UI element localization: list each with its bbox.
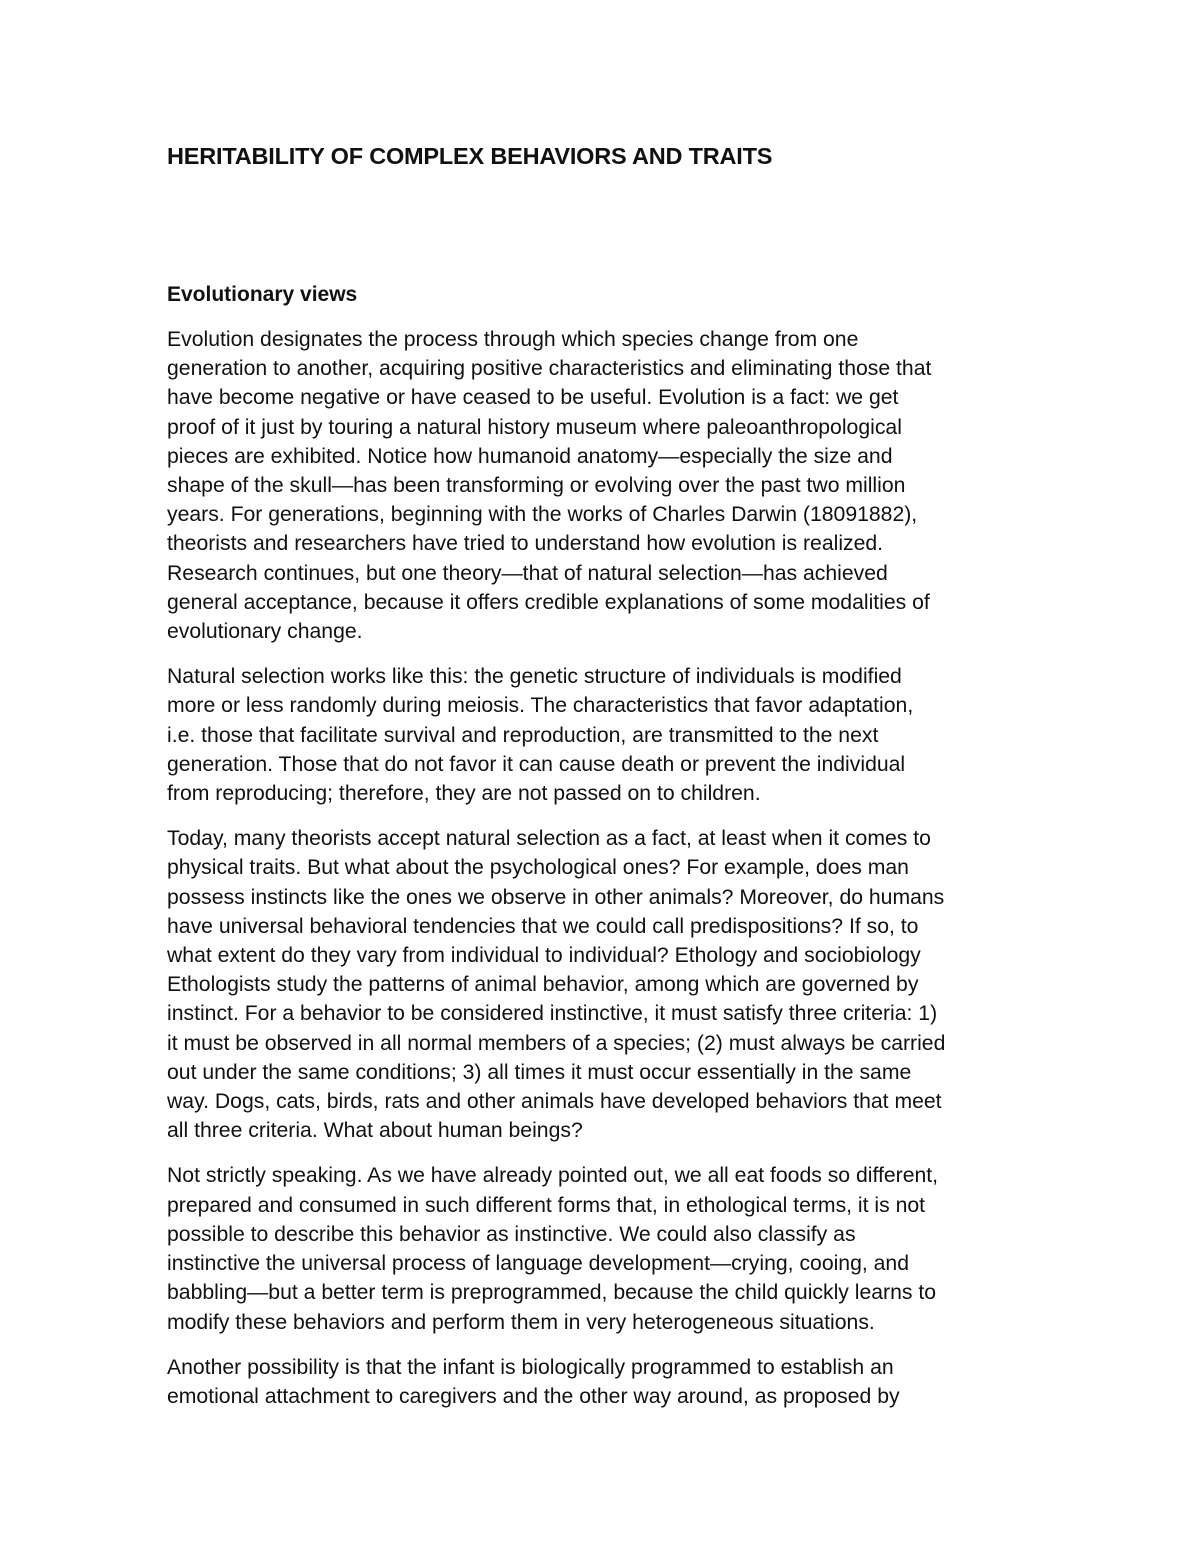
paragraph-line: emotional attachment to caregivers and the other way around, as proposed by xyxy=(167,1384,900,1408)
document-title: HERITABILITY OF COMPLEX BEHAVIORS AND TRAITS xyxy=(167,143,773,169)
paragraph xyxy=(167,1353,1047,1411)
paragraph-line: Research continues, but one theory—that of natural selection—has achieved xyxy=(167,561,888,585)
paragraph-line: proof of it just by touring a natural history museum where paleoanthropological xyxy=(167,415,902,439)
paragraph-line: generation to another, acquiring positive characteristics and eliminating those that xyxy=(167,357,932,381)
paragraph-line: Evolution designates the process through which species change from one xyxy=(167,328,859,351)
paragraph-line: theorists and researchers have tried to understand how evolution is realized. xyxy=(167,532,884,556)
paragraph xyxy=(167,1161,1047,1336)
paragraph-line: all three criteria. What about human beings? xyxy=(167,1119,583,1143)
paragraph-line: shape of the skull—has been transforming or evolving over the past two million xyxy=(167,474,906,498)
paragraph-line: instinct. For a behavior to be considered instinctive, it must satisfy three criteria: 1) xyxy=(167,1002,938,1026)
paragraph xyxy=(167,824,1047,1145)
paragraph-line: i.e. those that facilitate survival and reproduction, are transmitted to the next xyxy=(167,723,879,747)
paragraph-line: possess instincts like the ones we observe in other animals? Moreover, do humans xyxy=(167,885,945,909)
paragraph-line: have universal behavioral tendencies that we could call predispositions? If so, to xyxy=(167,914,919,938)
paragraph-line: Natural selection works like this: the genetic structure of individuals is modified xyxy=(167,665,902,689)
paragraph xyxy=(167,325,1047,646)
paragraph-line: generation. Those that do not favor it can cause death or prevent the individual xyxy=(167,752,906,776)
paragraph-line: out under the same conditions; 3) all times it must occur essentially in the same xyxy=(167,1060,912,1084)
paragraph-line: it must be observed in all normal members of a species; (2) must always be carried xyxy=(167,1031,946,1055)
paragraph-line: Ethologists study the patterns of animal behavior, among which are governed by xyxy=(167,973,919,997)
paragraph-line: modify these behaviors and perform them in very heterogeneous situations. xyxy=(167,1310,875,1334)
paragraph-line: babbling—but a better term is preprogrammed, because the child quickly learns to xyxy=(167,1281,937,1305)
paragraph-line: more or less randomly during meiosis. The characteristics that favor adaptation, xyxy=(167,694,914,718)
paragraph-line: way. Dogs, cats, birds, rats and other animals have developed behaviors that meet xyxy=(167,1090,942,1114)
paragraph-line: physical traits. But what about the psychological ones? For example, does man xyxy=(167,856,909,880)
paragraph-line: Today, many theorists accept natural selection as a fact, at least when it comes to xyxy=(167,827,931,851)
paragraph-line: possible to describe this behavior as instinctive. We could also classify as xyxy=(167,1222,856,1246)
paragraph-line: what extent do they vary from individual to individual? Ethology and sociobiology xyxy=(167,944,921,968)
paragraph-line: general acceptance, because it offers credible explanations of some modalities of xyxy=(167,590,930,614)
paragraph xyxy=(167,662,1047,808)
paragraph-list xyxy=(167,325,1047,1411)
section-heading: Evolutionary views xyxy=(167,283,358,306)
paragraph-line: Another possibility is that the infant is biologically programmed to establish an xyxy=(167,1355,894,1379)
paragraph-line: years. For generations, beginning with the works of Charles Darwin (18091882), xyxy=(167,503,918,527)
paragraph-line: have become negative or have ceased to be useful. Evolution is a fact: we get xyxy=(167,386,899,410)
paragraph-line: prepared and consumed in such different forms that, in ethological terms, it is not xyxy=(167,1193,926,1217)
paragraph-line: pieces are exhibited. Notice how humanoid anatomy—especially the size and xyxy=(167,444,893,468)
paragraph-line: from reproducing; therefore, they are not passed on to children. xyxy=(167,782,761,806)
document-body xyxy=(167,140,1047,1411)
paragraph-line: Not strictly speaking. As we have already pointed out, we all eat foods so different, xyxy=(167,1164,939,1188)
paragraph-line: evolutionary change. xyxy=(167,620,363,644)
paragraph-line: instinctive the universal process of language development—crying, cooing, and xyxy=(167,1252,909,1276)
